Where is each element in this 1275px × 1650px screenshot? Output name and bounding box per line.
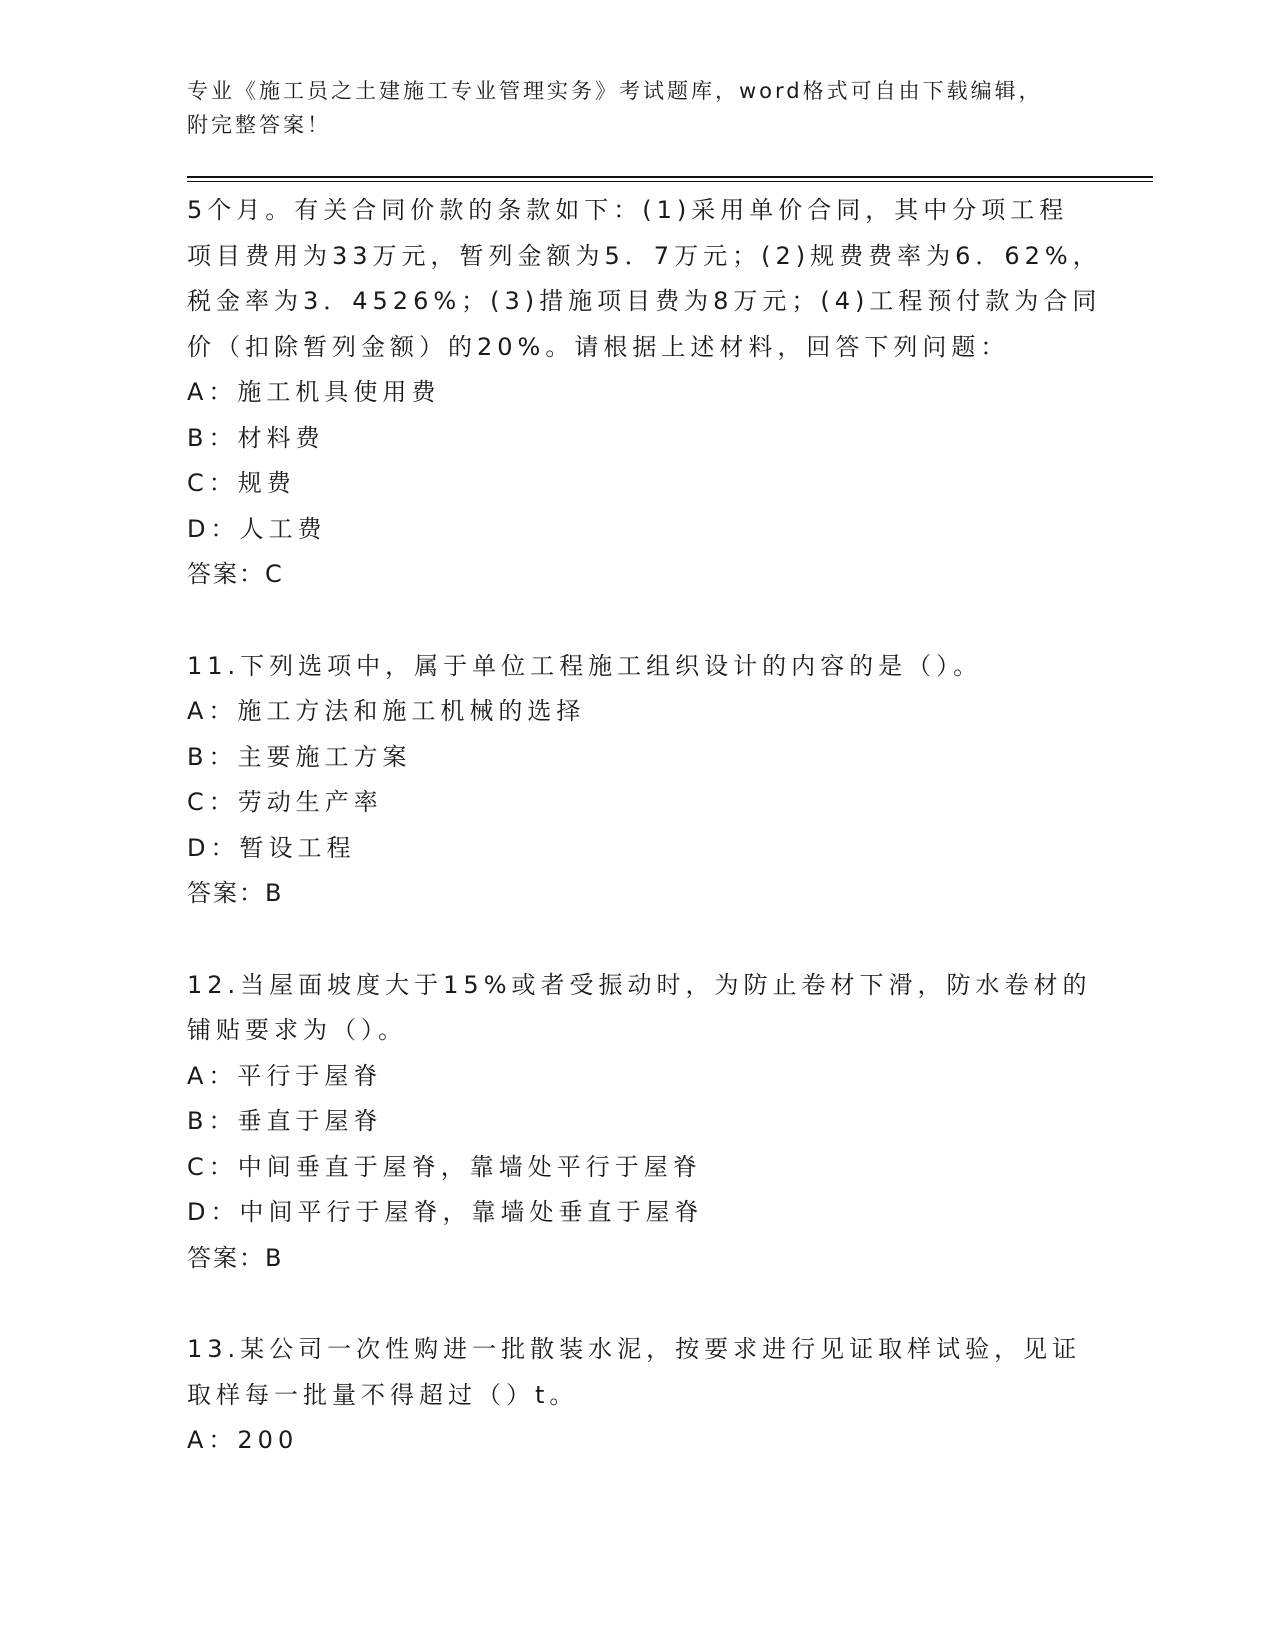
option-c: C：规费	[187, 469, 296, 497]
answer-line: 答案：B	[187, 879, 284, 907]
option-c: C：中间垂直于屋脊，靠墙处平行于屋脊	[187, 1152, 702, 1181]
question-11	[187, 644, 1067, 917]
answer-line: 答案：C	[187, 560, 284, 588]
option-d: D：暂设工程	[187, 833, 356, 862]
header-line-2: 附完整答案！	[187, 113, 331, 137]
header-rule-thick	[187, 176, 1153, 178]
question-content	[187, 188, 1102, 1464]
question-stem-line: 取样每一批量不得超过（）t。	[187, 1380, 579, 1409]
option-d: D：人工费	[187, 514, 327, 543]
answer-line: 答案：B	[187, 1243, 284, 1272]
option-b: B：主要施工方案	[187, 742, 412, 771]
question-13	[187, 1327, 1082, 1464]
option-d: D：中间平行于屋脊，靠墙处垂直于屋脊	[187, 1198, 704, 1226]
option-a: A：平行于屋脊	[187, 1061, 383, 1090]
question-10	[187, 188, 1102, 598]
option-c: C：劳动生产率	[187, 788, 383, 816]
question-spacer	[187, 917, 1067, 963]
question-12	[187, 963, 1092, 1282]
option-b: B：材料费	[187, 423, 325, 452]
option-b: B：垂直于屋脊	[187, 1107, 383, 1135]
option-a: A：200	[187, 1426, 299, 1454]
question-spacer	[187, 598, 1067, 644]
question-stem-line: 12.当屋面坡度大于15%或者受振动时，为防止卷材下滑，防水卷材的	[187, 970, 1092, 999]
question-stem-line: 铺贴要求为（）。	[187, 1016, 407, 1044]
question-spacer	[187, 1281, 1067, 1327]
question-stem-line: 11.下列选项中，属于单位工程施工组织设计的内容的是（）。	[187, 651, 983, 680]
question-stem-line: 13.某公司一次性购进一批散装水泥，按要求进行见证取样试验，见证	[187, 1335, 1082, 1363]
header-line-1: 专业《施工员之土建施工专业管理实务》考试题库，word格式可自由下载编辑，	[187, 79, 1043, 103]
question-stem-line: 税金率为3．4526%；(3)措施项目费为8万元；(4)工程预付款为合同	[187, 287, 1102, 315]
option-a: A：施工机具使用费	[187, 378, 441, 406]
question-stem-line: 5个月。有关合同价款的条款如下：(1)采用单价合同，其中分项工程	[187, 196, 1069, 224]
question-stem-line: 价（扣除暂列金额）的20%。请根据上述材料，回答下列问题：	[187, 332, 1010, 361]
question-stem-line: 项目费用为33万元，暂列金额为5．7万元；(2)规费费率为6．62%，	[187, 241, 1102, 270]
header-rule-thin	[187, 181, 1153, 182]
option-a: A：施工方法和施工机械的选择	[187, 697, 586, 725]
document-header	[187, 74, 1067, 142]
